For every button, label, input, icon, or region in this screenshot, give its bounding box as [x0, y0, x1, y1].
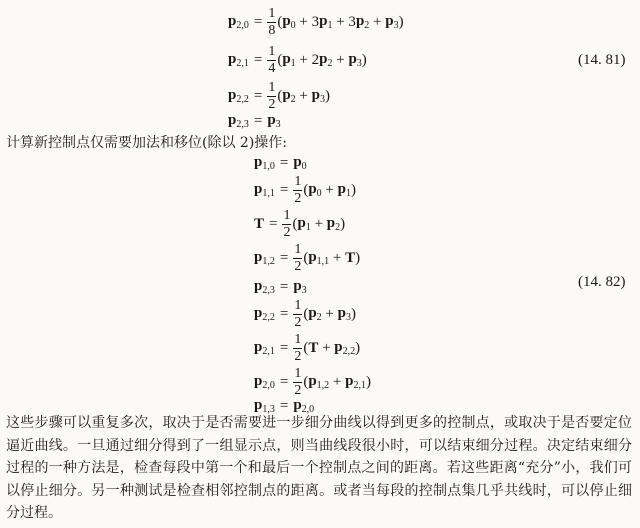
- subscript: 3: [301, 285, 307, 296]
- point-base: p: [326, 215, 336, 231]
- subscript: 3: [319, 94, 325, 105]
- equation-lhs: $p_{2,1}$: [254, 339, 275, 357]
- equation-rhs: [267, 112, 280, 130]
- fraction-denominator: 2: [294, 382, 302, 398]
- subscript: 1,1: [316, 256, 330, 267]
- equation-row: [254, 332, 360, 364]
- point-symbol: [282, 87, 295, 105]
- equals-sign: =: [279, 339, 289, 356]
- point-symbol: [308, 340, 318, 357]
- point-base: p: [282, 13, 291, 29]
- point-symbol: [319, 13, 332, 31]
- subscript: 2: [327, 58, 333, 69]
- point-base: p: [337, 181, 346, 197]
- equation-lhs: $p_{2,3}$: [254, 278, 275, 296]
- equation-lhs: $p_{2,2}$: [254, 305, 275, 323]
- equation-lhs: $p_{2,2}$: [228, 87, 249, 105]
- fraction-numerator: 1: [283, 207, 291, 223]
- equation-row: [228, 6, 404, 38]
- math-text: +: [295, 87, 312, 104]
- point-symbol: [293, 278, 306, 296]
- subscript: 1: [345, 188, 351, 199]
- point-symbol: [334, 339, 355, 357]
- math-text: +: [332, 51, 349, 68]
- point-symbol: [327, 215, 340, 233]
- point-base: p: [293, 154, 302, 170]
- equals-sign: =: [253, 51, 263, 68]
- math-text: (: [292, 215, 298, 232]
- math-text: (: [303, 181, 309, 198]
- point-symbol: [308, 181, 321, 199]
- math-text: ): [340, 215, 346, 232]
- math-text: +: [310, 215, 327, 232]
- fraction: [267, 7, 276, 38]
- fraction: [267, 81, 276, 112]
- point-symbol: [282, 51, 295, 69]
- body-paragraph: 这些步骤可以重复多次，取决于是否需要进一步细分曲线以得到更多的控制点，或取决于是否要定位逼近曲线。一旦通过细分得到了一组显示点，则当曲线段很小时，可以结束细分过程。决定结束细分过程的一种方法是，检查每段中第一个和最后一个控制点之间的距离。若这些距离“充分”小，我们可以停止细分。另一种测试是检查相邻控制点的距离。或者当每段的控制点集几乎共线时，可以停止细分过程。: [6, 415, 632, 522]
- math-text: +: [318, 339, 335, 356]
- equation-row: [254, 152, 307, 174]
- fraction: [293, 367, 302, 398]
- subscript: 2,1: [262, 346, 275, 357]
- math-text: ): [355, 249, 361, 266]
- point-base: p: [319, 13, 328, 29]
- subscript: 1: [305, 222, 311, 233]
- fraction: [293, 299, 302, 330]
- fraction-numerator: 1: [294, 173, 302, 189]
- math-text: (: [303, 249, 309, 266]
- subscript: 2,3: [236, 119, 249, 130]
- intro-line: 计算新控制点仅需要加法和移位(除以 2)操作:: [6, 135, 287, 151]
- subscript: 2,2: [236, 94, 249, 105]
- point-base: p: [345, 373, 354, 389]
- equation-lhs: $p_{1,2}$: [254, 249, 275, 267]
- subscript: 1,3: [262, 404, 275, 415]
- point-base: p: [282, 87, 291, 103]
- math-text: +: [329, 249, 346, 266]
- point-symbol: [267, 112, 280, 130]
- fraction-numerator: 1: [294, 297, 302, 313]
- equation-lhs: $p_{2,3}$: [228, 112, 249, 130]
- point-base: p: [348, 51, 357, 67]
- point-base: p: [385, 13, 394, 29]
- point-base: p: [267, 112, 276, 128]
- equation-row: [254, 298, 356, 330]
- point-symbol: [319, 51, 332, 69]
- equation-lhs: $p_{2,1}$: [228, 51, 249, 69]
- point-symbol: [338, 305, 351, 323]
- math-text: (: [277, 13, 283, 30]
- subscript: 2,3: [262, 285, 275, 296]
- fraction-denominator: 2: [294, 190, 302, 206]
- subscript: 2,1: [353, 380, 366, 391]
- point-base: p: [293, 278, 302, 294]
- point-symbol: [297, 215, 310, 233]
- equation-lhs: $p_{2,0}$: [228, 13, 249, 31]
- equals-sign: =: [279, 181, 289, 198]
- math-text: ): [365, 373, 371, 390]
- equation-row: [254, 174, 356, 206]
- subscript: 0: [316, 188, 322, 199]
- subscript: 2,0: [236, 20, 249, 31]
- equation-row: [254, 208, 345, 240]
- math-text: (: [303, 373, 309, 390]
- fraction-numerator: 1: [268, 5, 276, 21]
- math-text: ): [324, 87, 330, 104]
- fraction-numerator: 1: [294, 241, 302, 257]
- equation-rhs: [267, 45, 366, 76]
- math-text: +: [329, 373, 346, 390]
- subscript: 2: [290, 94, 296, 105]
- point-symbol: [348, 51, 361, 69]
- equation-rhs: [293, 299, 356, 330]
- subscript: 2,2: [342, 346, 356, 357]
- equation-rhs: [267, 7, 403, 38]
- subscript: 3: [393, 20, 399, 31]
- fraction-numerator: 1: [294, 331, 302, 347]
- subscript: 2: [335, 222, 341, 233]
- fraction-denominator: 2: [294, 258, 302, 274]
- point-base: p: [337, 305, 346, 321]
- point-symbol: [312, 87, 325, 105]
- point-base: T: [345, 249, 356, 266]
- point-base: T: [308, 339, 319, 356]
- subscript: 0: [290, 20, 296, 31]
- point-base: p: [308, 181, 317, 197]
- point-symbol: [308, 373, 329, 391]
- point-base: p: [319, 51, 328, 67]
- subscript: 2: [364, 20, 370, 31]
- equation-row: [228, 80, 330, 112]
- subscript: 2,1: [236, 58, 249, 69]
- subscript: 3: [356, 58, 362, 69]
- fraction-numerator: 1: [294, 365, 302, 381]
- fraction: [282, 209, 291, 240]
- math-text: + 3: [332, 13, 356, 30]
- fraction-numerator: 1: [268, 79, 276, 95]
- equals-sign: =: [279, 278, 289, 295]
- equation-row: [228, 44, 367, 76]
- subscript: 1,0: [262, 161, 275, 172]
- math-text: (: [303, 305, 309, 322]
- point-symbol: [293, 154, 306, 172]
- equals-sign: =: [253, 13, 263, 30]
- point-symbol: [338, 181, 351, 199]
- equation-row: [254, 242, 360, 274]
- fraction: [293, 333, 302, 364]
- math-text: +: [369, 13, 386, 30]
- math-text: ): [350, 181, 356, 198]
- equals-sign: =: [279, 154, 289, 171]
- math-text: +: [321, 181, 338, 198]
- subscript: 2,2: [262, 312, 275, 323]
- point-base: p: [355, 13, 365, 29]
- equation-rhs: [293, 367, 371, 398]
- equation-number: (14. 81): [578, 52, 626, 68]
- math-text: (: [277, 51, 283, 68]
- point-base: p: [282, 51, 291, 67]
- subscript: 2,0: [301, 404, 315, 415]
- fraction-numerator: 1: [268, 43, 276, 59]
- equals-sign: =: [279, 373, 289, 390]
- fraction-denominator: 2: [283, 224, 291, 240]
- math-text: (: [277, 87, 283, 104]
- subscript: 2,0: [262, 380, 275, 391]
- equation-rhs: [293, 278, 306, 296]
- equation-lhs: $p_{2,0}$: [254, 373, 275, 391]
- point-base: p: [334, 339, 343, 355]
- equals-sign: =: [279, 397, 289, 414]
- point-symbol: [356, 13, 369, 31]
- subscript: 3: [275, 119, 281, 130]
- equation-lhs: $p_{1,1}$: [254, 181, 275, 199]
- fraction: [293, 243, 302, 274]
- math-text: (: [303, 339, 309, 356]
- equation-row: [254, 366, 371, 398]
- point-symbol: [282, 13, 295, 31]
- math-text: ): [361, 51, 367, 68]
- fraction-denominator: 8: [268, 22, 276, 38]
- equation-rhs: [293, 243, 360, 274]
- equation-row: [228, 110, 281, 132]
- fraction-denominator: 2: [268, 96, 276, 112]
- subscript: 0: [301, 161, 307, 172]
- point-symbol: [385, 13, 398, 31]
- point-base: p: [311, 87, 320, 103]
- subscript: 1,2: [316, 380, 330, 391]
- subscript: 1: [290, 58, 296, 69]
- subscript: 3: [345, 312, 351, 323]
- equals-sign: =: [279, 249, 289, 266]
- point-base: p: [293, 397, 302, 413]
- point-symbol: [308, 249, 329, 267]
- math-text: ): [355, 339, 361, 356]
- equals-sign: =: [253, 112, 263, 129]
- point-base: p: [308, 373, 317, 389]
- math-text: +: [321, 305, 338, 322]
- equals-sign: =: [279, 305, 289, 322]
- equation-rhs: [267, 81, 330, 112]
- equals-sign: =: [253, 87, 263, 104]
- subscript: 1,1: [262, 188, 275, 199]
- point-symbol: [345, 250, 355, 267]
- equation-lhs: $p_{1,3}$: [254, 397, 275, 415]
- equation-rhs: [293, 333, 360, 364]
- fraction: [267, 45, 276, 76]
- equation-rhs: [282, 209, 345, 240]
- subscript: 1,2: [262, 256, 275, 267]
- point-base: p: [308, 305, 317, 321]
- math-text: + 3: [295, 13, 320, 30]
- subscript: 1: [327, 20, 333, 31]
- equation-rhs: [293, 154, 306, 172]
- math-text: ): [350, 305, 356, 322]
- math-text: + 2: [295, 51, 320, 68]
- equation-number: (14. 82): [578, 274, 626, 290]
- math-text: ): [398, 13, 404, 30]
- subscript: 2: [316, 312, 322, 323]
- point-base: p: [308, 249, 317, 265]
- point-symbol: [308, 305, 321, 323]
- fraction: [293, 175, 302, 206]
- fraction-denominator: 2: [294, 348, 302, 364]
- fraction-denominator: 4: [268, 60, 276, 76]
- fraction-denominator: 2: [294, 314, 302, 330]
- equals-sign: =: [269, 215, 278, 232]
- point-base: p: [297, 215, 306, 231]
- equation-row: [254, 276, 307, 298]
- equation-lhs: $p_{1,0}$: [254, 154, 275, 172]
- equation-lhs: T: [254, 215, 265, 232]
- point-symbol: [345, 373, 366, 391]
- equation-rhs: [293, 175, 356, 206]
